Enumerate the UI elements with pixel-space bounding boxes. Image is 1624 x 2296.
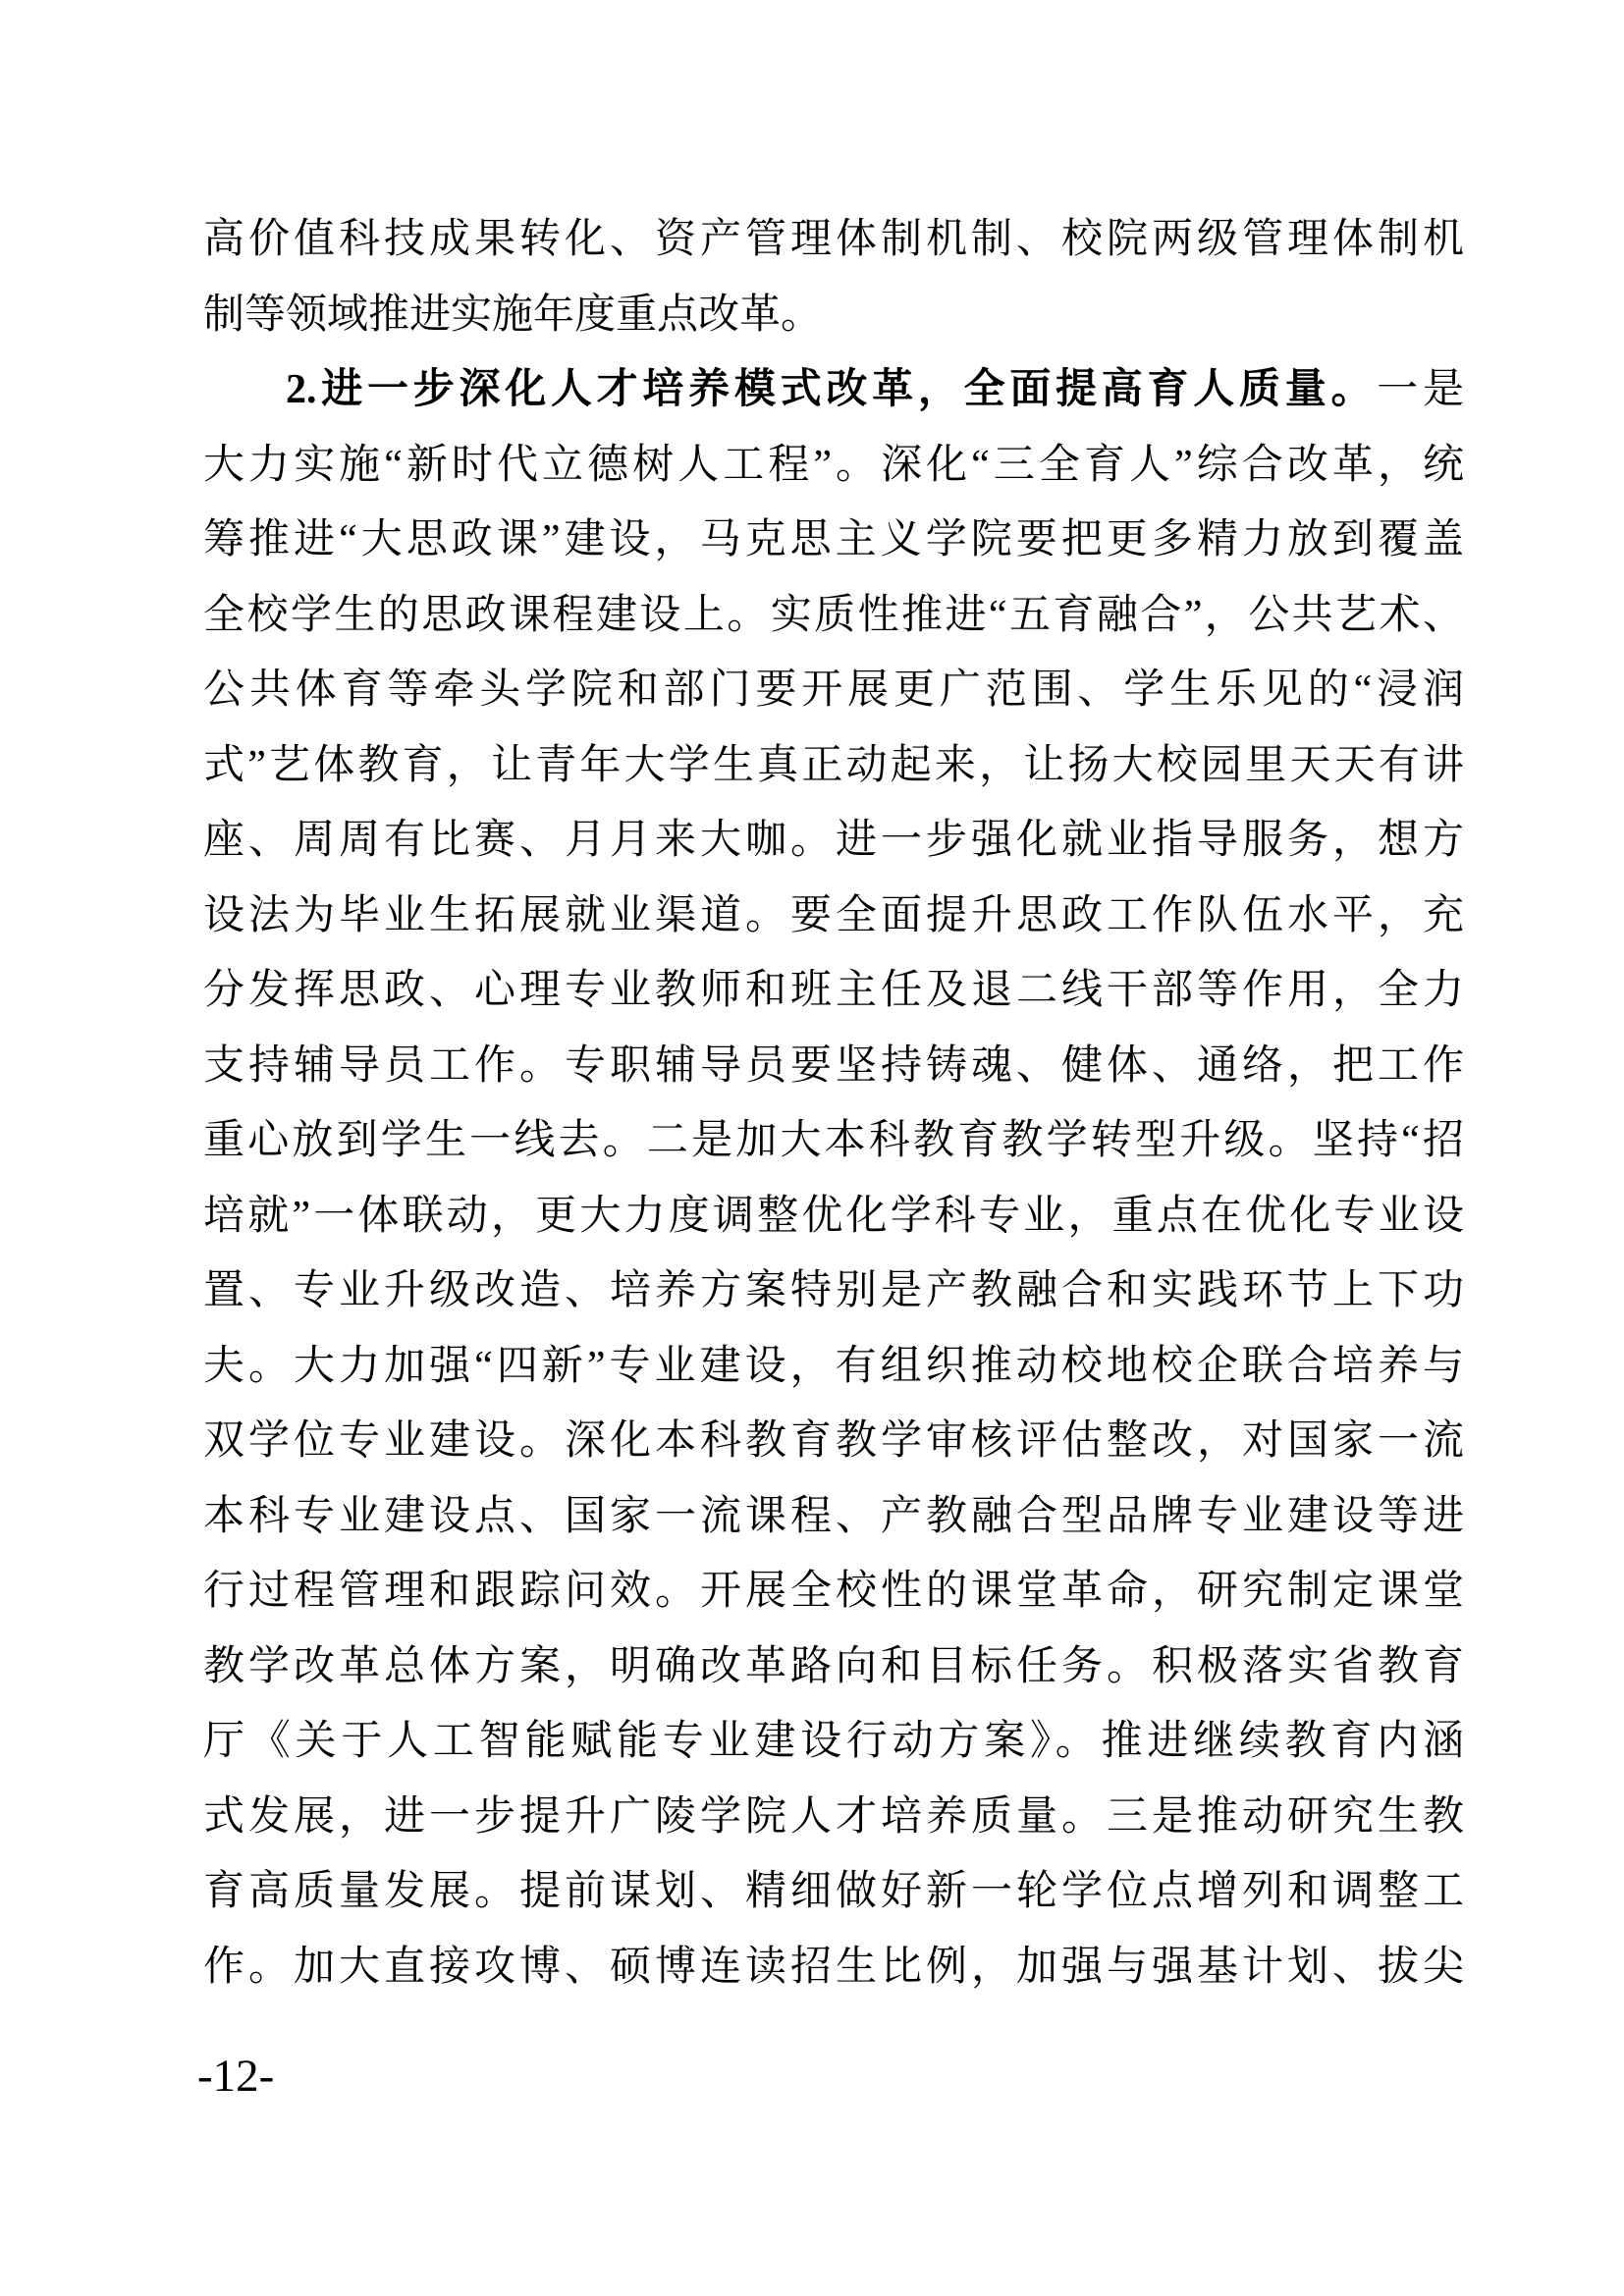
- text-line: 式发展，进一步提升广陵学院人才培养质量。三是推动研究生教: [203, 1793, 1464, 1840]
- text-line: 座、周周有比赛、月月来大咖。进一步强化就业指导服务，想方: [203, 818, 1464, 863]
- text-line: 公共体育等牵头学院和部门要开展更广范围、学生乐见的“浸润: [203, 667, 1464, 713]
- text-line: 夫。大力加强“四新”专业建设，有组织推动校地校企联合培养与: [203, 1343, 1464, 1389]
- heading-rest-text: 一是: [1377, 367, 1464, 412]
- text-line: 分发挥思政、心理专业教师和班主任及退二线干部等作用，全力: [203, 968, 1464, 1013]
- text-line: 双学位专业建设。深化本科教育教学审核评估整改，对国家一流: [203, 1418, 1464, 1464]
- text-line: 本科专业建设点、国家一流课程、产教融合型品牌专业建设等进: [203, 1493, 1464, 1539]
- text-line: 育高质量发展。提前谋划、精细做好新一轮学位点增列和调整工: [203, 1869, 1464, 1914]
- text-line: 设法为毕业生拓展就业渠道。要全面提升思政工作队伍水平，充: [203, 892, 1464, 938]
- text-line: 培就”一体联动，更大力度调整优化学科专业，重点在优化专业设: [203, 1193, 1464, 1239]
- text-line: 全校学生的思政课程建设上。实质性推进“五育融合”，公共艺术、: [203, 592, 1464, 638]
- text-line: 大力实施“新时代立德树人工程”。深化“三全育人”综合改革，统: [203, 442, 1464, 488]
- text-line: 置、专业升级改造、培养方案特别是产教融合和实践环节上下功: [203, 1268, 1464, 1313]
- page-number: -12-: [197, 2051, 275, 2102]
- text-line: 重心放到学生一线去。二是加大本科教育教学转型升级。坚持“招: [203, 1118, 1464, 1163]
- text-line: 式”艺体教育，让青年大学生真正动起来，让扬大校园里天天有讲: [203, 742, 1464, 788]
- document-body: [203, 202, 1464, 2004]
- text-line-paragraph-end: 制等领域推进实施年度重点改革。: [203, 292, 823, 338]
- text-line: 行过程管理和跟踪问效。开展全校性的课堂革命，研究制定课堂: [203, 1569, 1464, 1614]
- text-line-heading: [203, 352, 1464, 428]
- text-line: 作。加大直接攻博、硕博连读招生比例，加强与强基计划、拔尖: [203, 1944, 1464, 1990]
- text-line: 筹推进“大思政课”建设，马克思主义学院要把更多精力放到覆盖: [203, 517, 1464, 562]
- heading-bold-text: 2.进一步深化人才培养模式改革，全面提高育人质量。: [286, 367, 1378, 412]
- text-line: 支持辅导员工作。专职辅导员要坚持铸魂、健体、通络，把工作: [203, 1042, 1464, 1089]
- text-line: 高价值科技成果转化、资产管理体制机制、校院两级管理体制机: [203, 217, 1464, 262]
- text-line: 厅《关于人工智能赋能专业建设行动方案》。推进继续教育内涵: [203, 1719, 1464, 1764]
- text-line: 教学改革总体方案，明确改革路向和目标任务。积极落实省教育: [203, 1643, 1464, 1689]
